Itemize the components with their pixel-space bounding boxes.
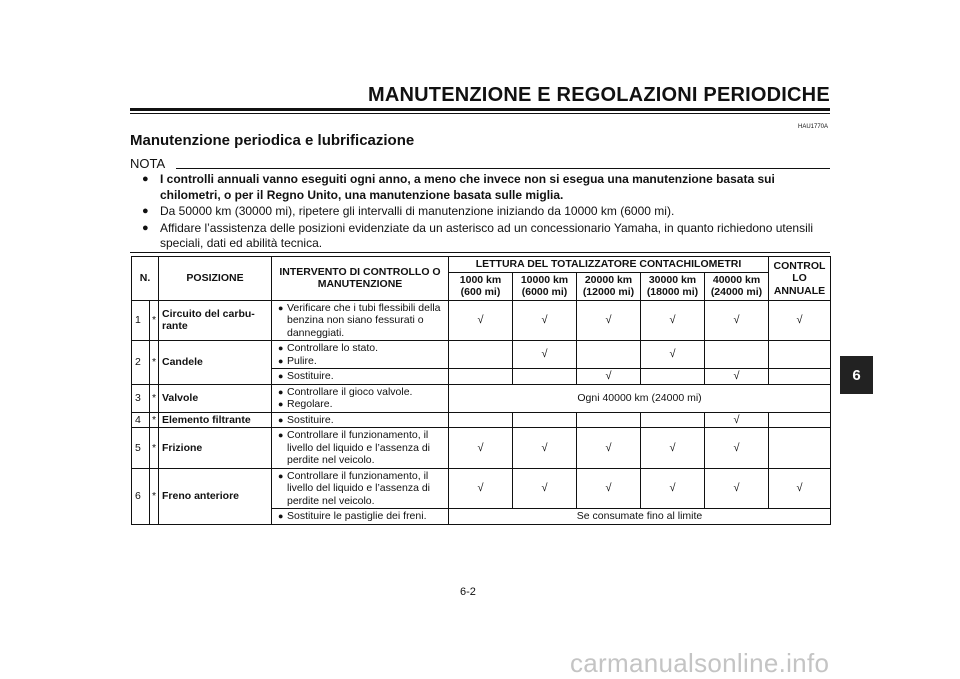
check-cell (577, 412, 641, 428)
row-asterisk: * (150, 428, 159, 469)
check-cell (577, 341, 641, 369)
page-header-title: MANUTENZIONE E REGOLAZIONI PERIODICHE (368, 84, 830, 106)
bullet-icon: ● (278, 511, 284, 521)
check-cell (769, 341, 831, 369)
check-cell (641, 369, 705, 385)
bullet-icon: ● (278, 414, 284, 425)
row-asterisk: * (150, 412, 159, 428)
intervento-text: Controllare lo stato. (287, 342, 379, 354)
header-km-10000: 10000 km (6000 mi) (513, 272, 577, 300)
check-cell (449, 341, 513, 369)
header-km-1000: 1000 km (600 mi) (449, 272, 513, 300)
row-position: Candele (159, 341, 272, 385)
intervento-text: Controllare il funzionamento, il livello del liquido e l’assenza di perdite nel veicolo. (287, 429, 431, 466)
row-asterisk: * (150, 300, 159, 341)
page-number: 6-2 (460, 586, 476, 598)
nota-list (138, 172, 832, 253)
nota-rule (176, 168, 830, 169)
check-cell (641, 412, 705, 428)
check-cell: √ (513, 468, 577, 509)
row-number: 4 (132, 412, 150, 428)
bullet-icon: ● (278, 386, 284, 397)
check-cell: √ (449, 468, 513, 509)
header-rule-thick (130, 108, 830, 111)
nota-item-text: I controlli annuali vanno eseguiti ogni anno, a meno che invece non si esegua una manutenzione basata sui chilometri, o per il Regno Unito, una manutenzione basata sulle miglia. (160, 172, 775, 202)
row-position: Elemento filtrante (159, 412, 272, 428)
intervento-line (275, 510, 445, 523)
row-intervento (272, 509, 449, 525)
bullet-icon: ● (278, 343, 284, 353)
header-km-30000: 30000 km (18000 mi) (641, 272, 705, 300)
intervento-text: Controllare il gioco valvole. (287, 385, 413, 398)
check-cell: √ (705, 300, 769, 341)
check-cell: √ (577, 468, 641, 509)
intervento-line (275, 414, 445, 427)
check-cell: √ (449, 300, 513, 341)
bullet-icon: ● (278, 470, 284, 481)
table-row (132, 428, 831, 469)
nota-end-rule (130, 252, 830, 253)
intervento-line (275, 302, 445, 340)
row-number: 1 (132, 300, 150, 341)
intervento-line (275, 342, 445, 355)
check-cell: √ (641, 428, 705, 469)
check-cell: √ (449, 428, 513, 469)
intervento-text: Controllare il funzionamento, il livello del liquido e l’assenza di perdite nel veicolo. (287, 469, 431, 507)
reference-code: HAU1770A (798, 124, 829, 130)
check-cell: √ (641, 341, 705, 369)
check-cell: √ (705, 428, 769, 469)
nota-item (138, 204, 832, 220)
table-row (132, 468, 831, 509)
nota-item (138, 221, 832, 252)
bullet-icon: ● (278, 399, 284, 409)
row-asterisk: * (150, 341, 159, 385)
check-cell: √ (577, 300, 641, 341)
intervento-text: Regolare. (287, 398, 333, 410)
row-intervento (272, 412, 449, 428)
row-asterisk: * (150, 468, 159, 524)
check-cell (449, 412, 513, 428)
header-n: N. (132, 257, 159, 301)
nota-item (138, 172, 832, 203)
header-odometer: LETTURA DEL TOTALIZZATORE CONTACHILOMETRI (449, 257, 769, 273)
header-rule-thin (130, 113, 830, 114)
row-position: Circuito del carbu- rante (159, 300, 272, 341)
row-intervento (272, 384, 449, 412)
table-row (132, 384, 831, 412)
bullet-icon: ● (142, 173, 149, 185)
table-row (132, 300, 831, 341)
nota-label: NOTA (130, 156, 166, 171)
check-cell: √ (641, 468, 705, 509)
row-intervento (272, 300, 449, 341)
check-cell: √ (513, 428, 577, 469)
intervento-line (275, 386, 445, 399)
nota-item-text: Affidare l’assistenza delle posizioni evidenziate da un asterisco ad un concessionario Yamaha, in quanto richiedono utensili speciali, dati ed abilità tecnica. (160, 220, 814, 250)
row-position: Freno anteriore (159, 468, 272, 524)
intervento-text: Sostituire le pastiglie dei freni. (287, 510, 427, 522)
interval-note: Se consumate fino al limite (449, 509, 831, 525)
section-title: Manutenzione periodica e lubrificazione (130, 132, 415, 149)
row-number: 5 (132, 428, 150, 469)
maintenance-table (131, 256, 831, 525)
header-posizione: POSIZIONE (159, 257, 272, 301)
intervento-line (275, 355, 445, 368)
intervento-text: Sostituire. (287, 370, 334, 382)
row-intervento (272, 428, 449, 469)
intervento-text: Verificare che i tubi flessibili della benzina non siano fessurati o danneggiati. (287, 301, 441, 339)
row-intervento (272, 341, 449, 369)
bullet-icon: ● (278, 302, 284, 313)
check-cell: √ (705, 369, 769, 385)
check-cell: √ (513, 300, 577, 341)
watermark: carmanualsonline.info (570, 648, 830, 678)
check-cell: √ (577, 428, 641, 469)
bullet-icon: ● (142, 205, 149, 217)
header-km-40000: 40000 km (24000 mi) (705, 272, 769, 300)
bullet-icon: ● (142, 221, 149, 234)
row-number: 2 (132, 341, 150, 385)
row-asterisk: * (150, 384, 159, 412)
check-cell: √ (641, 300, 705, 341)
row-number: 6 (132, 468, 150, 524)
check-cell: √ (769, 300, 831, 341)
check-cell: √ (577, 369, 641, 385)
check-cell (705, 341, 769, 369)
nota-item-text: Da 50000 km (30000 mi), ripetere gli intervalli di manutenzione iniziando da 10000 km (6000 mi). (160, 204, 675, 218)
check-cell (769, 369, 831, 385)
check-cell (449, 369, 513, 385)
check-cell (769, 412, 831, 428)
check-cell: √ (769, 468, 831, 509)
check-cell: √ (513, 341, 577, 369)
table-row (132, 412, 831, 428)
check-cell (513, 412, 577, 428)
row-position: Valvole (159, 384, 272, 412)
row-intervento (272, 468, 449, 509)
intervento-line (275, 370, 445, 383)
intervento-text: Pulire. (287, 354, 317, 367)
intervento-line (275, 429, 445, 467)
header-intervento: INTERVENTO DI CONTROLLO O MANUTENZIONE (272, 257, 449, 301)
check-cell: √ (705, 412, 769, 428)
chapter-tab: 6 (840, 356, 873, 394)
table-row (132, 341, 831, 369)
table-body (132, 300, 831, 524)
header-km-20000: 20000 km (12000 mi) (577, 272, 641, 300)
intervento-text: Sostituire. (287, 413, 334, 426)
intervento-line (275, 470, 445, 508)
row-number: 3 (132, 384, 150, 412)
check-cell (769, 428, 831, 469)
interval-note: Ogni 40000 km (24000 mi) (449, 384, 831, 412)
check-cell (513, 369, 577, 385)
intervento-line (275, 398, 445, 411)
row-position: Frizione (159, 428, 272, 469)
row-intervento (272, 369, 449, 385)
bullet-icon: ● (278, 355, 284, 366)
header-annual: CONTROL LO ANNUALE (769, 257, 831, 301)
bullet-icon: ● (278, 430, 284, 440)
bullet-icon: ● (278, 371, 284, 381)
check-cell: √ (705, 468, 769, 509)
